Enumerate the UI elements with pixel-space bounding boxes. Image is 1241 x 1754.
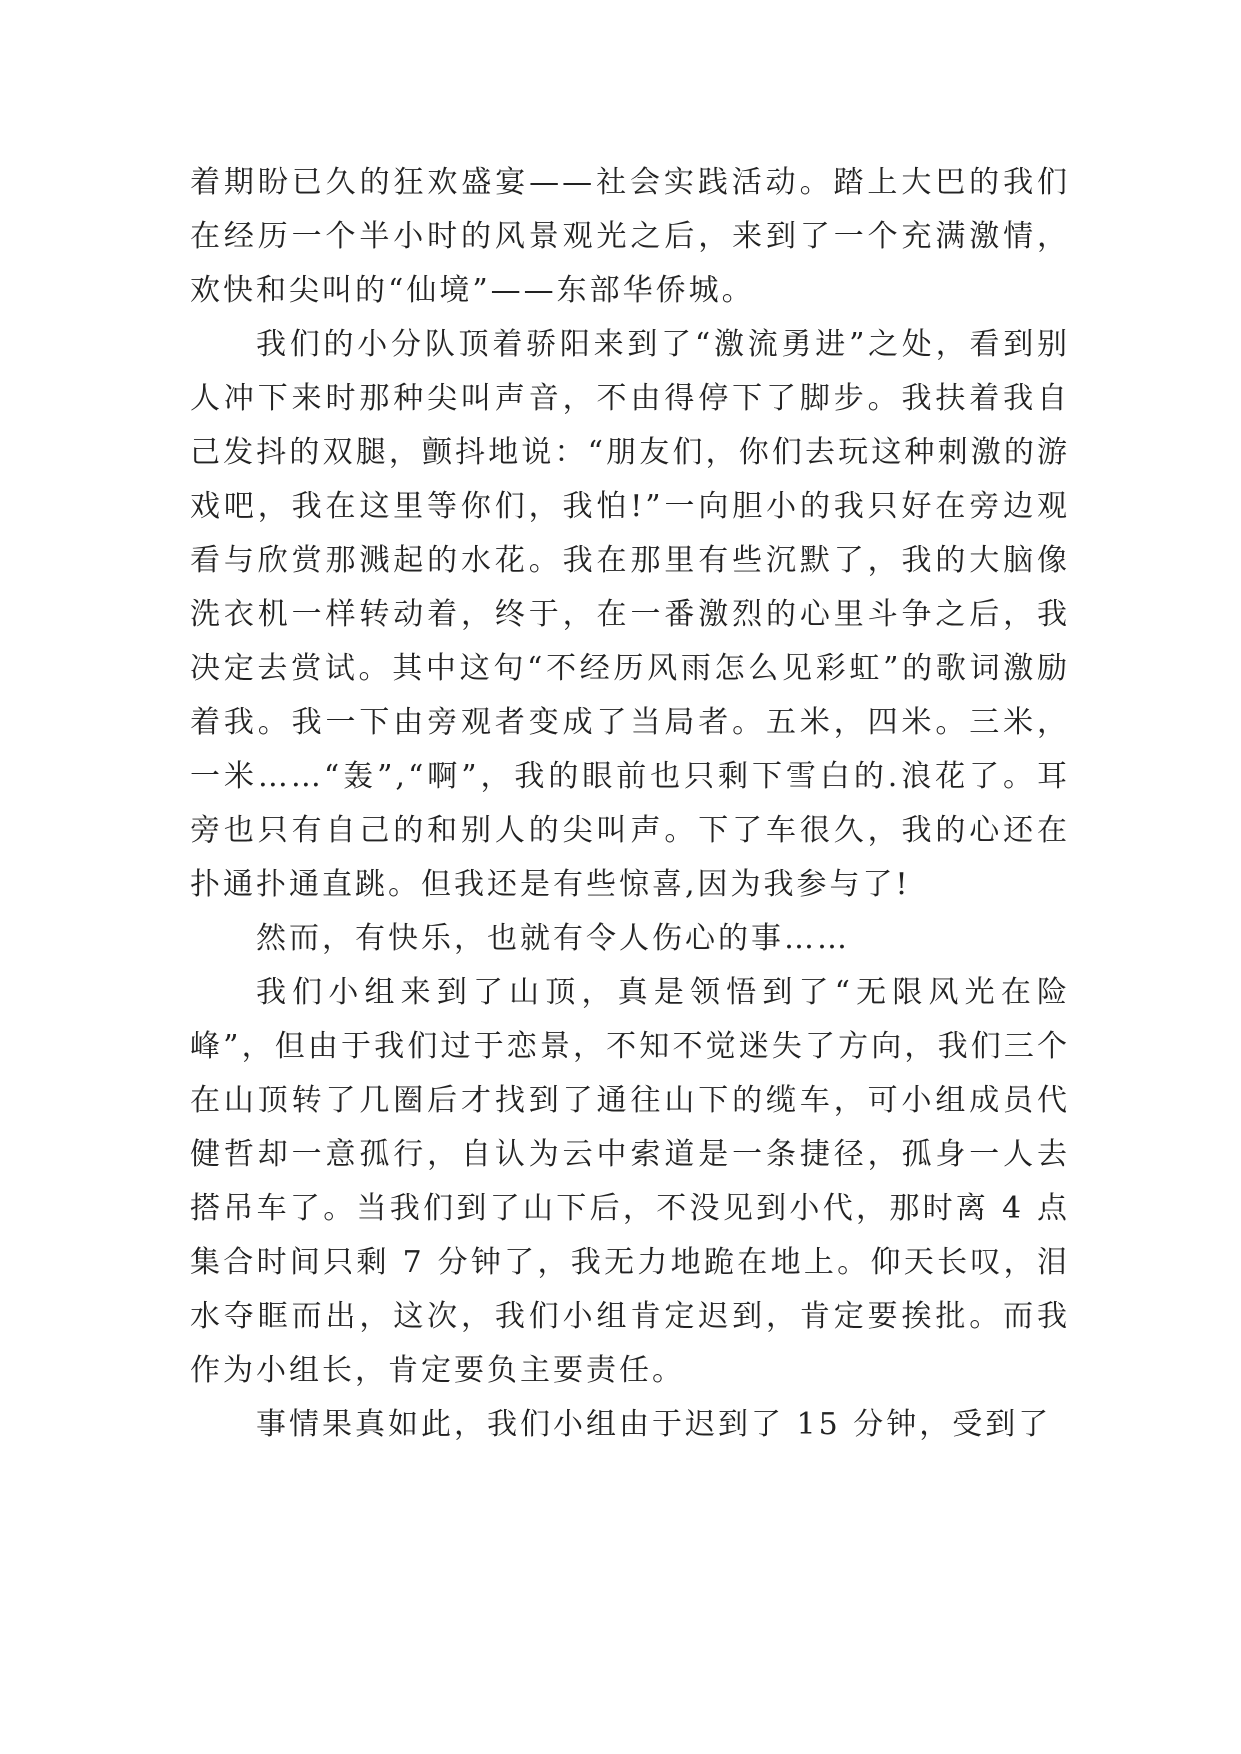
document-body — [190, 156, 1070, 1452]
paragraph-consequence: 事情果真如此，我们小组由于迟到了 15 分钟，受到了 — [256, 1407, 1052, 1442]
paragraph-mountain: 我们小组来到了山顶，真是领悟到了“无限风光在险峰”，但由于我们过于恋景，不知不觉迷失了方向，我们三个在山顶转了几圈后才找到了通往山下的缆车，可小组成员代健哲却一意孤行，自认为云中索道是一条捷径，孤身一人去搭吊车了。当我们到了山下后，不没见到小代，那时离 4 点集合时间只剩 7 分钟了，我无力地跪在地上。仰天长叹，泪水夺眶而出，这次，我们小组肯定迟到，肯定要挨批。而我作为小组长，肯定要负主要责任。 — [190, 975, 1070, 1388]
paragraph-transition: 然而，有快乐，也就有令人伤心的事…… — [256, 921, 850, 956]
paragraph-intro-continued: 着期盼已久的狂欢盛宴——社会实践活动。踏上大巴的我们在经历一个半小时的风景观光之后，来到了一个充满激情，欢快和尖叫的“仙境”——东部华侨城。 — [190, 165, 1070, 308]
paragraph-rafting: 我们的小分队顶着骄阳来到了“激流勇进”之处，看到别人冲下来时那种尖叫声音，不由得停下了脚步。我扶着我自己发抖的双腿，颤抖地说：“朋友们，你们去玩这种刺激的游戏吧，我在这里等你们，我怕!”一向胆小的我只好在旁边观看与欣赏那溅起的水花。我在那里有些沉默了，我的大脑像洗衣机一样转动着，终于，在一番激烈的心里斗争之后，我决定去赏试。其中这句“不经历风雨怎么见彩虹”的歌词激励着我。我一下由旁观者变成了当局者。五米，四米。三米，一米……“轰”,“啊”，我的眼前也只剩下雪白的.浪花了。耳旁也只有自己的和别人的尖叫声。下了车很久，我的心还在扑通扑通直跳。但我还是有些惊喜,因为我参与了! — [190, 327, 1070, 902]
